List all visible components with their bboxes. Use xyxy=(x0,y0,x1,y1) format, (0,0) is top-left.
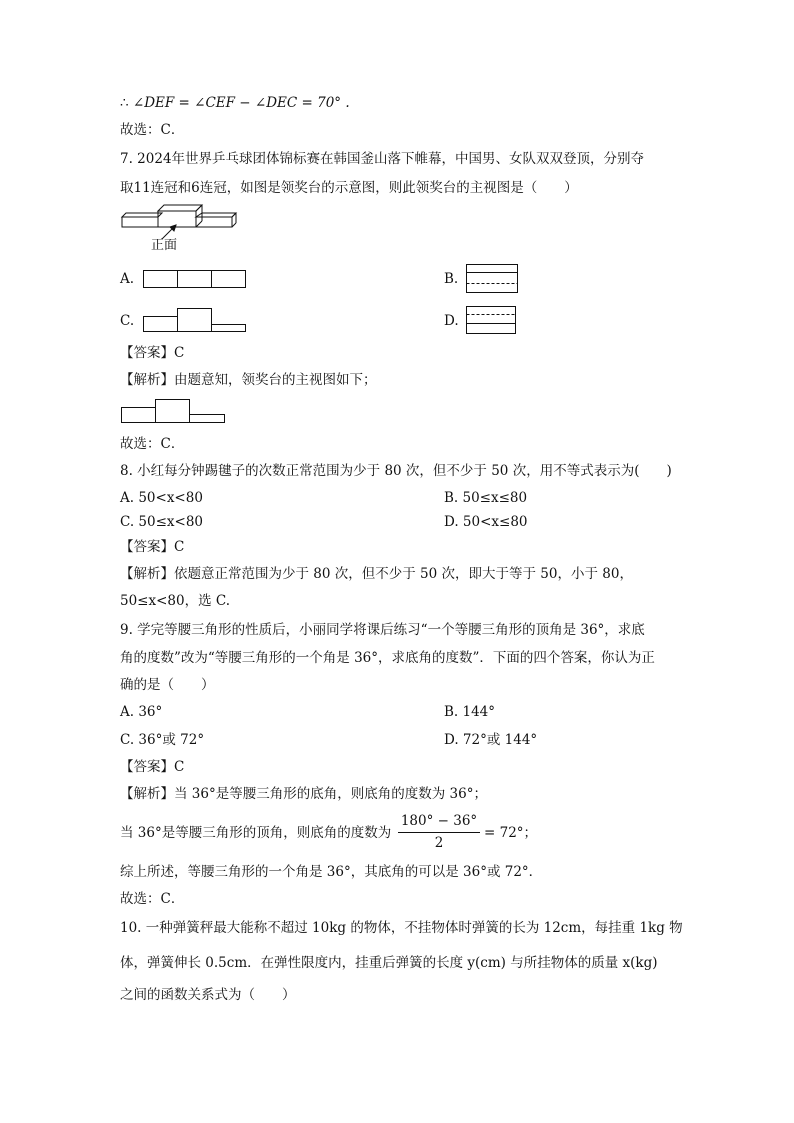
q9-summary: 综上所述，等腰三角形的一个角是 36°，其底角的可以是 36°或 72°． xyxy=(120,864,543,880)
q8-analysis-line2: 50≤x<80，选 C. xyxy=(120,593,231,609)
q7-option-b-label: B. xyxy=(444,271,459,287)
q8-text-line1: 8. 小红每分钟踢毽子的次数正常范围为少于 80 次，但不少于 50 次，用不等式表示为( ) xyxy=(120,463,672,479)
fraction-denominator: 2 xyxy=(434,834,444,851)
q10-text-line1: 10. 一种弹簧秤最大能称不超过 10kg 的物体，不挂物体时弹簧的长为 12cm，每挂重 1kg 物 xyxy=(120,920,683,936)
q8-option-b: B. 50≤x≤80 xyxy=(444,490,528,506)
answer-choice-line: 故选：C． xyxy=(120,122,185,138)
therefore-symbol: ∴ xyxy=(120,95,129,111)
q7-text-line1: 7. 2024年世界乒乓球团体锦标赛在韩国釜山落下帷幕，中国男、女队双双登顶，分别夺 xyxy=(120,151,645,167)
q9-choose: 故选：C． xyxy=(120,891,185,907)
q7-answer: 【答案】C xyxy=(120,345,185,361)
q9-analysis-line1: 【解析】当 36°是等腰三角形的底角，则底角的度数为 36°； xyxy=(120,786,487,802)
q8-option-d: D. 50<x≤80 xyxy=(444,514,528,530)
q9-text-line3: 确的是（ ） xyxy=(120,677,215,693)
front-label: 正面 xyxy=(151,238,178,253)
q9-option-d: D. 72°或 144° xyxy=(444,732,538,748)
q7-option-c-label: C. xyxy=(120,313,135,329)
formula-line xyxy=(120,97,350,111)
q8-option-c: C. 50≤x<80 xyxy=(120,514,204,530)
q7-choose: 故选：C． xyxy=(120,436,185,452)
fraction-numerator: 180° − 36° xyxy=(400,813,478,829)
q9-text-line2: 角的度数”改为“等腰三角形的一个角是 36°，求底角的度数”．下面的四个答案，你认为正 xyxy=(120,650,655,666)
q8-answer: 【答案】C xyxy=(120,539,185,555)
podium-3d-figure xyxy=(120,203,240,253)
q7-option-c-figure xyxy=(143,308,247,334)
q9-analysis-line2: 当 36°是等腰三角形的顶角，则底角的度数为 xyxy=(120,825,392,841)
q9-fraction-result: = 72°； xyxy=(484,825,538,841)
q9-option-c: C. 36°或 72° xyxy=(120,732,205,748)
q9-option-a: A. 36° xyxy=(120,704,163,720)
q7-front-view-figure xyxy=(121,399,229,425)
q7-option-a-figure xyxy=(143,270,247,290)
q7-option-a-label: A. xyxy=(120,271,135,287)
angle-equation: ∠DEF = ∠CEF − ∠DEC = 70° . xyxy=(132,95,350,111)
q7-analysis: 【解析】由题意知，领奖台的主视图如下； xyxy=(120,372,377,388)
q7-text-line2: 取11连冠和6连冠，如图是领奖台的示意图，则此领奖台的主视图是（ ） xyxy=(120,180,578,196)
q10-text-line3: 之间的函数关系式为（ ） xyxy=(120,987,296,1003)
q9-option-b: B. 144° xyxy=(444,704,496,720)
q8-option-a: A. 50<x<80 xyxy=(120,490,203,506)
q8-analysis-line1: 【解析】依题意正常范围为少于 80 次，但不少于 50 次，即大于等于 50，小于 80， xyxy=(120,566,633,582)
q7-option-d-label: D. xyxy=(444,313,459,329)
q9-text-line1: 9. 学完等腰三角形的性质后，小丽同学将课后练习“一个等腰三角形的顶角是 36°，求底 xyxy=(120,622,645,638)
q10-text-line2: 体，弹簧伸长 0.5cm．在弹性限度内，挂重后弹簧的长度 y(cm) 与所挂物体的质量 x(kg) xyxy=(120,955,658,971)
q7-option-b-figure xyxy=(466,264,520,296)
q7-option-d-figure xyxy=(466,306,520,338)
q9-answer: 【答案】C xyxy=(120,759,185,775)
q9-fraction xyxy=(398,815,480,850)
